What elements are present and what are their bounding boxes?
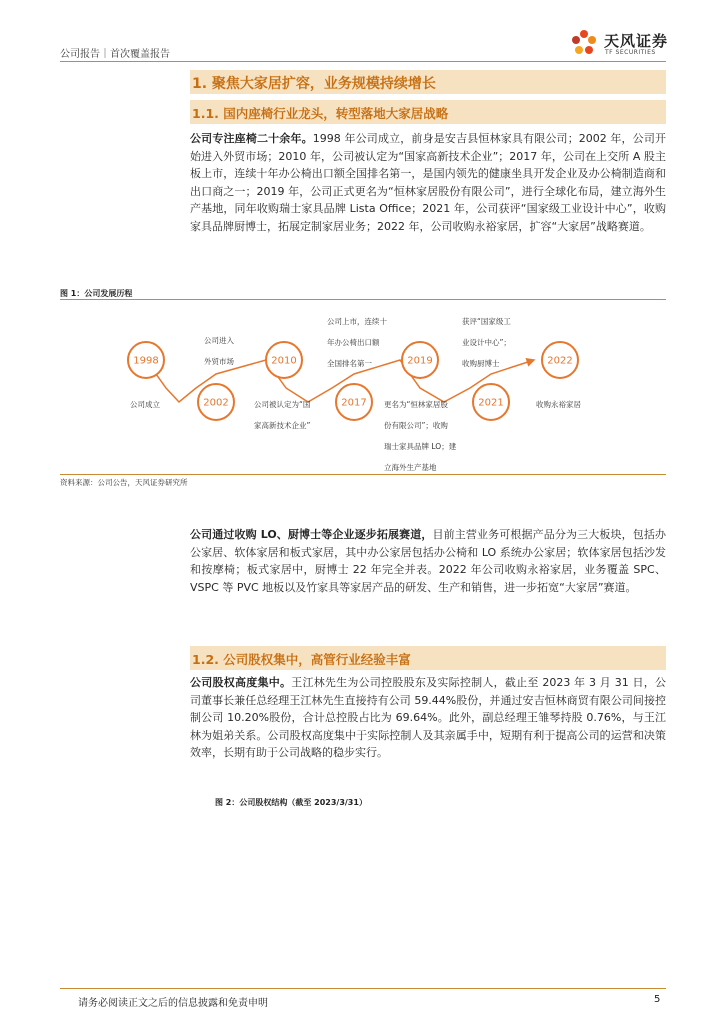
paragraph-lead: 公司股权高度集中。	[190, 676, 292, 689]
section-1-2-title: 1.2. 公司股权集中，高管行业经验丰富	[192, 652, 411, 667]
paragraph-body: 目前主营业务可根据产品分为三大板块，包括办公家居、软体家居和板式家居，其中办公家居包括办公椅和 LO 系统办公家居；软体家居包括沙发和按摩椅；板式家居中，厨博士 22 年完全并表。2022 年公司收购永裕家居，业务覆盖 SPC、VSPC 等 PVC 地板以及竹家具等家居产品的研发、生产和销售，进一步拓宽“大家居”赛道。	[190, 528, 667, 594]
event-2019: 公司上市，连续十 年办公椅出口额 全国排名第一	[327, 317, 387, 368]
page-number: 5	[654, 994, 661, 1005]
figure-1-title: 图 1：公司发展历程	[60, 289, 133, 298]
year-label-2022: 2022	[547, 355, 573, 367]
event-2017: 更名为“恒林家居股 份有限公司”；收购 瑞士家具品牌 LO；建 立海外生产基地	[384, 400, 457, 472]
business-segments-paragraph	[190, 526, 666, 596]
report-type-label: 公司报告｜首次覆盖报告	[60, 49, 170, 60]
section-1-1-heading	[190, 100, 666, 124]
year-label-2019: 2019	[407, 355, 433, 367]
event-2022: 收购永裕家居	[536, 400, 581, 409]
year-node-2019	[402, 342, 438, 378]
year-node-2017	[336, 384, 372, 420]
figure-1-bottom-divider	[60, 474, 666, 475]
paragraph-body: 王江林先生为公司控股股东及实际控制人，截止至 2023 年 3 月 31 日，公司董事长兼任总经理王江林先生直接持有公司 59.44%股份，并通过安吉恒林商贸有限公司间接控制公司 10.20%股份，合计总控股占比为 69.64%。此外，副总经理王雏琴持股 0.76%，与王江林为姐弟关系。公司股权高度集中于实际控制人及其亲属手中，短期有利于提高公司的运营和决策效率，长期有助于公司战略的稳步实行。	[190, 676, 666, 759]
section-1-title: 1. 聚焦大家居扩容，业务规模持续增长	[192, 76, 436, 92]
footer-divider	[60, 988, 666, 989]
event-1998: 公司成立	[130, 400, 160, 409]
event-2010: 公司进入 外贸市场	[204, 336, 234, 366]
header-divider	[60, 61, 666, 62]
event-2021: 获评“国家级工 业设计中心”； 收购厨博士	[462, 317, 511, 368]
paragraph-lead: 公司专注座椅二十余年。	[190, 132, 313, 145]
paragraph-lead: 公司通过收购 LO、厨博士等企业逐步拓展赛道，	[190, 528, 433, 541]
event-2002: 公司被认定为“国 家高新技术企业”	[254, 400, 311, 430]
year-label-2021: 2021	[478, 397, 504, 409]
figure-2-title: 图 2：公司股权结构（截至 2023/3/31）	[215, 798, 367, 807]
section-1-1-title: 1.1. 国内座椅行业龙头，转型落地大家居战略	[192, 106, 449, 121]
year-label-2017: 2017	[341, 397, 367, 409]
year-label-2002: 2002	[203, 397, 229, 409]
year-node-2002	[198, 384, 234, 420]
year-label-2010: 2010	[271, 355, 297, 367]
section-1-heading	[190, 70, 666, 94]
year-node-1998	[128, 342, 164, 378]
company-history-paragraph	[190, 130, 666, 235]
footer-disclaimer: 请务必阅读正文之后的信息披露和免责申明	[78, 998, 268, 1009]
logo-chinese-name: 天风证券	[604, 32, 669, 50]
figure-1-source: 资料来源：公司公告，天风证券研究所	[60, 478, 188, 487]
year-node-2021	[473, 384, 509, 420]
year-node-2010	[266, 342, 302, 378]
ownership-paragraph	[190, 674, 666, 762]
paragraph-body: 1998 年公司成立，前身是安吉县恒林家具有限公司；2002 年，公司开始进入外贸市场；2010 年，公司被认定为“国家高新技术企业”；2017 年，公司在上交所 A 股主板上市，连续十年办公椅出口额全国排名第一，是国内领先的健康坐具开发企业及办公椅制造商和出口商之一；2019 年，公司正式更名为“恒林家居股份有限公司”，进行全球化布局，建立海外生产基地，同年收购瑞士家具品牌 Lista Office；2021 年，公司获评“国家级工业设计中心”，收购家具品牌厨博士，拓展定制家居业务；2022 年，公司收购永裕家居，扩容“大家居”战略赛道。	[190, 132, 667, 233]
section-1-2-heading	[190, 646, 666, 670]
year-label-1998: 1998	[133, 355, 159, 367]
year-node-2022	[542, 342, 578, 378]
logo-english-name: TF SECURITIES	[605, 49, 656, 56]
